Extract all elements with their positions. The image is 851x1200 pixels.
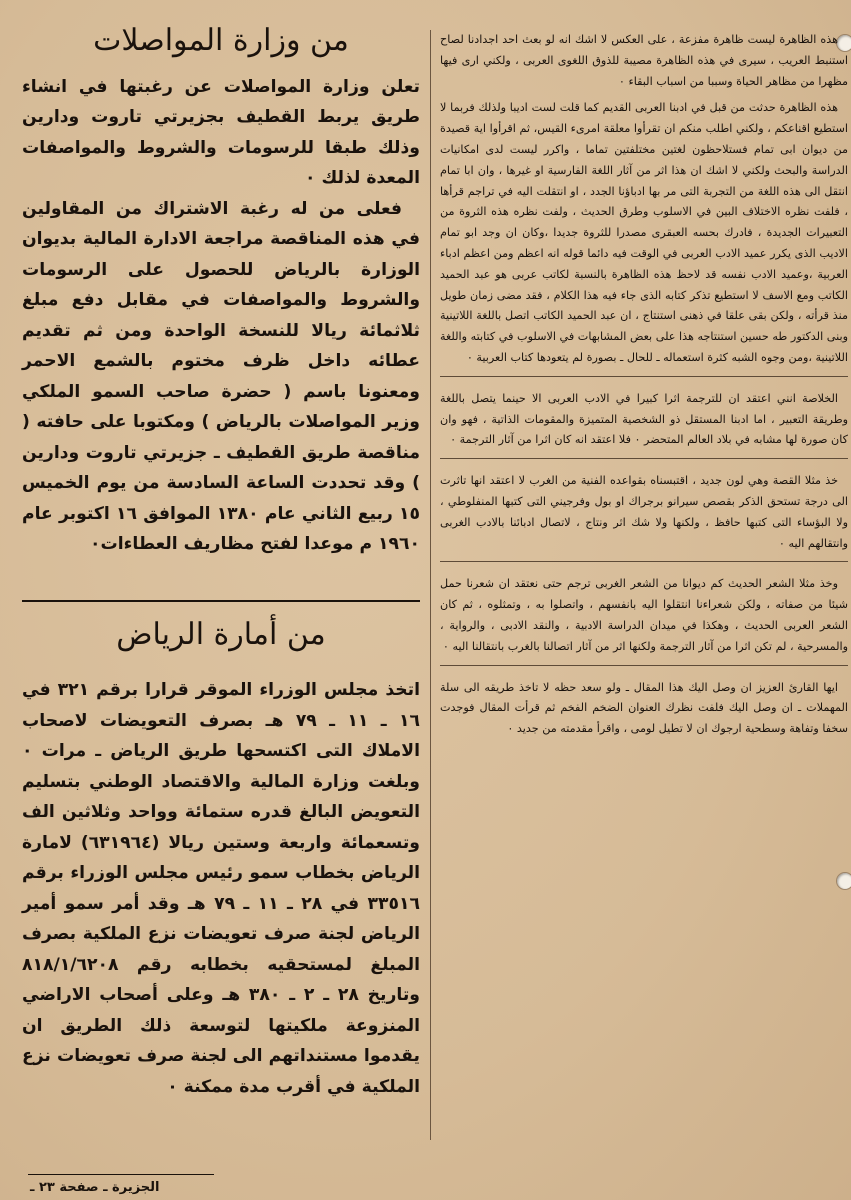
punch-hole-bottom <box>836 872 851 890</box>
article-paragraph-5: وخذ مثلا الشعر الحديث كم ديوانا من الشعر الغربى ترجم حتى نعتقد ان شعرنا حمل شيئا من صفاته ، ولكن شعراءنا انتقلوا اليه بانفسهم ، واتصلوا به ، وتمثلوه ، ثم كان الشعر العربى الحديث ، وهكذا في ميدان الدراسة الادبية ، والنقد الادبى ، والرواية ، والمسرحية ، لم تكن اثرا من آثار الترجمة ولكنها اثر من آثار اتصالنا بالغرب بانتقالنا اليه ٠ <box>440 577 848 653</box>
article-paragraph-6: ايها القارئ العزيز ان وصل اليك هذا المقال ـ ولو سعد حظه لا تاخذ طريقه الى سلة المهملات ـ ان وصل اليك فلفت نظرك العنوان الضخم الفخم ثم قرأت المقال فوجدت سخفا وتفاهة وسطحية ارجوك ان لا تطيل لومى ، واقرأ مقدمته من جديد ٠ <box>440 680 848 736</box>
article-separator <box>440 458 848 459</box>
article-separator <box>440 561 848 562</box>
article-separator <box>440 665 848 666</box>
article-paragraph-2: هذه الظاهرة حدثت من قبل في ادبنا العربى القديم كما قلت لست اديبا ولذلك فربما لا استطيع اقناعكم ، ولكني اطلب منكم ان تقرأوا معلقة امرىء القيس، ثم اقرأوا اية قصيدة من ديوان ابى تمام فستلاحظون لغتين مختلفتين تماما ، واكرر ليست لدى امكانيات الدراسة والبحث ولكني لا اشك ان هذا اثر من آثار اللغة الفارسية او غيرها ، وان ابا تمام انتقل الى هذه اللغة من التجربة التى مر بها ادباؤنا الجدد ، او انتقلت اليه في تراجم قرأها ، فلفت نظره الاختلاف البين في الاسلوب وطرق الحديث ، ولفت نظره هذه الثروة من التعبيرات الجديدة ، فادرك بحسه العبقرى مصدرا للثروة جديدا ،وكان ان وجد ابو تمام الاديب الذى يكرر عميد الادب العربى في الوقت فيه دائما قوله انه اعظم ومن اعظم ادباء العربية ،وعميد الادب نفسه قد لاحظ هذه الظاهرة بالنسبة لكاتب عربى هو عبد الحميد الكاتب ومع الاسف لا استطيع تذكر كتابه الذى جاء فيه هذا الكلام ، فقد مضى زمان طويل منذ قرأته ، ولكن بقى علقا في ذهنى استنتاج ، ان عبد الحميد الكاتب اتصل باللغة اللاتينية وبنى الدكتور طه حسين استنتاجه هذا على بعض المشابهات في الاسلوب في كتابته واللغة اللاتينية ،ومن وجوه الشبه كثرة استعماله ـ للحال ـ بصورة لم يتعودها كتاب العربية ٠ <box>440 101 848 364</box>
transport-paragraph-2: فعلى من له رغبة الاشتراك من المقاولين في هذه المناقصة مراجعة الادارة المالية بديوان الوزارة بالرياض للحصول على الرسومات والشروط والمواصفات في مقابل دفع مبلغ ثلاثمائة ريالا للنسخة الواحدة ومن ثم تقديم عطائه داخل ظرف مختوم بالشمع الاحمر ومعنونا باسم ( حضرة صاحب السمو الملكي وزير المواصلات بالرياض ) ومكتوبا على حافته ( مناقصة طريق القطيف ـ جزيرتي تاروت ودارين ) وقد تحددت الساعة السادسة من يوم الخميس ١٥ ربيع الثاني عام ١٣٨٠ الموافق ١٦ اكتوبر عام ١٩٦٠ م موعدا لفتح مظاريف العطاءات٠ <box>22 198 420 554</box>
footer-rule <box>28 1174 214 1175</box>
riyadh-paragraph-1: اتخذ مجلس الوزراء الموقر قرارا برقم ٣٢١ في ١٦ ـ ١١ ـ ٧٩ هـ بصرف التعويضات لاصحاب الاملاك التى اكتسحها طريق الرياض ـ مرات ٠ وبلغت وزارة المالية والاقتصاد الوطني بتسليم التعويض البالغ قدره ستمائة وواحد وثلاثين الف وتسعمائة واربعة وستين ريالا (٦٣١٩٦٤) لامارة الرياض بخطاب سمو رئيس مجلس الوزراء برقم ٣٣٥١٦ في ٢٨ ـ ١١ ـ ٧٩ هـ وقد أمر سمو أمير الرياض لجنة صرف تعويضات نزع الملكية بصرف المبلغ لمستحقيه بخطابه رقم ٨١٨/١/٦٢٠٨ وتاريخ ٢٨ ـ ٢ ـ ٣٨٠ هـ وعلى أصحاب الاراضي المنزوعة ملكيتها لتوسعة ذلك الطريق ان يقدموا مستنداتهم الى لجنة صرف تعويضات نزع الملكية في أقرب مدة ممكنة ٠ <box>22 680 421 1097</box>
column-divider <box>430 30 431 1140</box>
article-paragraph-3: الخلاصة انني اعتقد ان للترجمة اثرا كبيرا في الادب العربى الا حينما يتصل باللغة وطريقة التعبير ، اما ادبنا المستقل ذو الشخصية المتميزة والمقومات الذاتية ، فهو وان كان صورة لها مشابه في بلاد العالم المتحضر ٠ فلا اعتقد انه كان اثرا من آثار الترجمة ٠ <box>440 391 848 447</box>
right-column-article <box>440 30 848 746</box>
transport-title: من وزارة المواصلات <box>93 23 349 58</box>
page-footer: الجزيرة ـ صفحة ٢٣ ـ <box>30 1180 160 1195</box>
left-column <box>22 22 420 1102</box>
riyadh-title: من أمارة الرياض <box>116 616 326 652</box>
transport-announcement <box>22 22 420 560</box>
article-paragraph-4: خذ مثلا القصة وهي لون جديد ، اقتبسناه بقواعده الفنية من الغرب لا اعتقد انها تاثرت الى درجة تستحق الذكر بقصص سيرانو برجراك او بول وفرجيني التى كتبها المنفلوطي ، ولا البؤساء التى كتبها حافظ ، ولكنها ولا شك اثر ونتاج ، لاتصال ادبائنا بالادب الغربى وانتقالهم اليه ٠ <box>440 474 848 550</box>
article-separator <box>440 376 848 377</box>
article-paragraph-1: هذه الظاهرة ليست ظاهرة مفزعة ، على العكس لا اشك انه لو بعث احد اجدادنا لصاح استنبط العريب ، سيرى في هذه الظاهرة مصيبة للذوق اللغوى العربى ، ولكني ارى فيها مظهرا من مظاهر الحياة وسببا من اسباب البقاء ٠ <box>440 33 848 88</box>
riyadh-announcement <box>22 616 420 1103</box>
transport-paragraph-1: تعلن وزارة المواصلات عن رغبتها في انشاء طريق يربط القطيف بجزيرتي تاروت ودارين وذلك طبقا للرسومات والشروط والمواصفات المعدة لذلك ٠ <box>22 76 420 188</box>
section-rule <box>22 600 420 602</box>
